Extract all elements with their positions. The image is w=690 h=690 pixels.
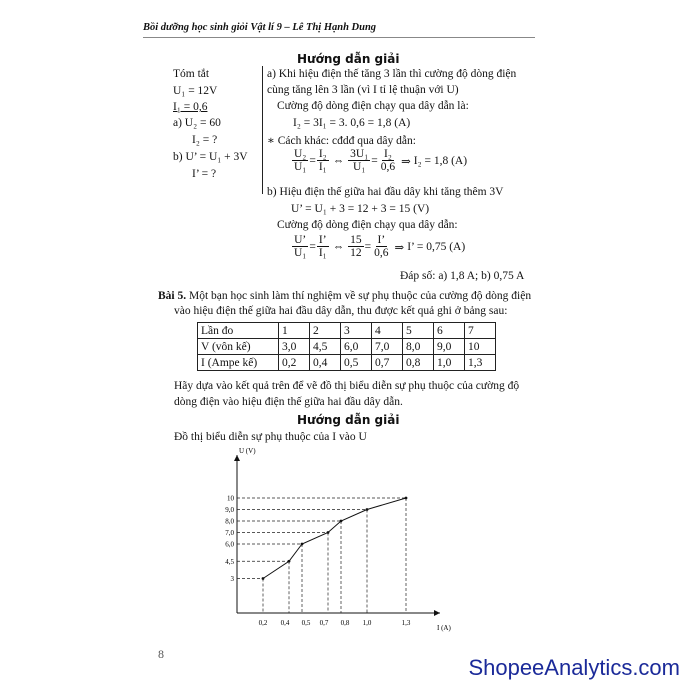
- y-axis-arrow: [234, 455, 240, 461]
- x-axis-arrow: [434, 610, 440, 616]
- y-tick-label: 10: [227, 494, 234, 503]
- table-cell: 1: [279, 323, 310, 339]
- iff-sign: ⇔: [332, 240, 345, 253]
- table-cell: 10: [465, 339, 496, 355]
- solution-a-line4: I₂ = 3I₁ = 3. 0,6 = 1,8 (A): [293, 117, 411, 129]
- summary-b-u: b) U’ = U₁ + 3V: [173, 151, 248, 163]
- table-cell: 4,5: [310, 339, 341, 355]
- denominator: 0,6: [380, 161, 396, 173]
- equals-sign: =: [371, 154, 378, 167]
- equals-sign: =: [309, 154, 316, 167]
- denominator: 12: [350, 247, 362, 259]
- y-tick-label: 7,0: [225, 529, 234, 537]
- denominator: U₁: [294, 161, 307, 173]
- table-cell: 8,0: [403, 339, 434, 355]
- x-tick-label: 1,0: [362, 619, 372, 627]
- table-cell: 1,3: [465, 355, 496, 371]
- numerator: 15: [350, 234, 362, 246]
- data-point: [405, 497, 408, 500]
- numerator: I’: [377, 234, 386, 246]
- summary-b-i: I’ = ?: [192, 168, 217, 180]
- answer-line: Đáp số: a) 1,8 A; b) 0,75 A: [400, 270, 525, 282]
- table-cell: 6,0: [341, 339, 372, 355]
- summary-a-u2: a) U₂ = 60: [173, 117, 221, 129]
- x-tick-label: 0,7: [319, 619, 329, 627]
- x-tick-label: 0,2: [258, 619, 268, 627]
- x-tick-label: 0,4: [280, 619, 290, 627]
- numerator: I’: [318, 234, 327, 246]
- problem-label: Bài 5.: [158, 290, 187, 302]
- table-cell: I (Ampe kế): [198, 355, 279, 371]
- equals-sign: =: [309, 240, 316, 253]
- y-tick-label: 8,0: [225, 517, 234, 526]
- data-point: [301, 543, 304, 546]
- denominator: I₁: [318, 161, 327, 173]
- table-cell: 3: [341, 323, 372, 339]
- x-tick-label: 0,5: [301, 619, 311, 627]
- iff-sign: ⇔: [332, 154, 345, 167]
- numerator: I₂: [384, 148, 392, 160]
- denominator: I₁: [318, 247, 327, 259]
- question-line1: Hãy dựa vào kết quả trên để vẽ đồ thị biểu diễn sự phụ thuộc của cường độ: [174, 380, 520, 392]
- solution-a-alt: ∗ Cách khác: cđdđ qua dây dẫn:: [267, 135, 416, 147]
- summary-u1: U₁ = 12V: [173, 85, 218, 97]
- solution-a-line2: cùng tăng lên 3 lần (vì I tỉ lệ thuận với U): [267, 84, 459, 96]
- graph-caption: Đồ thị biểu diễn sự phụ thuộc của I vào U: [174, 431, 367, 443]
- table-cell: 7: [465, 323, 496, 339]
- solution-b-line2: U’ = U₁ + 3 = 12 + 3 = 15 (V): [291, 203, 430, 215]
- table-cell: 9,0: [434, 339, 465, 355]
- b-result: I’ = 0,75 (A): [407, 240, 466, 253]
- watermark: ShopeeAnalytics.com: [468, 655, 680, 680]
- numerator: I₂: [318, 148, 327, 160]
- table-cell: 0,2: [279, 355, 310, 371]
- x-tick-label: 1,3: [401, 619, 411, 627]
- implies-sign: ⇒: [401, 155, 411, 168]
- y-axis-label: U (V): [239, 447, 256, 455]
- table-cell: V (vôn kế): [198, 339, 279, 355]
- solution-b-line3: Cường độ dòng điện chạy qua dây dẫn:: [277, 219, 458, 231]
- solution-a-line1: a) Khi hiệu điện thế tăng 3 lần thì cường độ dòng điện: [267, 68, 517, 80]
- table-cell: 0,4: [310, 355, 341, 371]
- question-line2: dòng điện vào hiệu điện thế giữa hai đầu dây dẫn.: [174, 396, 403, 408]
- y-tick-label: 3: [230, 575, 234, 583]
- table-cell: 2: [310, 323, 341, 339]
- data-point: [288, 560, 291, 563]
- numerator: U’: [294, 234, 307, 246]
- x-axis-label: I (A): [437, 624, 451, 632]
- numerator: U₂: [294, 148, 307, 160]
- table-cell: 3,0: [279, 339, 310, 355]
- summary-title: Tóm tắt: [173, 68, 210, 80]
- implies-sign: ⇒: [394, 241, 405, 254]
- equals-sign: =: [364, 240, 372, 253]
- solution-a-line3: Cường độ dòng điện chạy qua dây dẫn là:: [277, 100, 469, 112]
- guide2-title: Hướng dẫn giải: [297, 413, 400, 427]
- table-cell: 6: [434, 323, 465, 339]
- denominator: 0,6: [374, 247, 389, 259]
- numerator: 3U₁: [350, 148, 369, 160]
- table-cell: 7,0: [372, 339, 403, 355]
- y-tick-label: 6,0: [225, 540, 234, 549]
- table-cell: 4: [372, 323, 403, 339]
- summary-a-i2: I₂ = ?: [192, 134, 218, 146]
- table-cell: 1,0: [434, 355, 465, 371]
- table-cell: 0,5: [341, 355, 372, 371]
- solution-b-line1: b) Hiệu điện thế giữa hai đầu dây khi tăng thêm 3V: [267, 186, 504, 198]
- summary-i1: I₁ = 0,6: [173, 101, 208, 113]
- page-header: Bồi dưỡng học sinh giỏi Vật lí 9 – Lê Thị Hạnh Dung: [143, 22, 377, 33]
- data-line: [263, 498, 406, 579]
- table-cell: 5: [403, 323, 434, 339]
- page-number: 8: [158, 647, 164, 661]
- denominator: U₁: [294, 247, 307, 259]
- data-point: [340, 520, 343, 523]
- y-tick-label: 4,5: [225, 557, 234, 566]
- a-result: I₂ = 1,8 (A): [413, 154, 468, 167]
- data-point: [262, 577, 265, 580]
- denominator: U₁: [353, 161, 366, 173]
- table-cell: Lần đo: [198, 323, 279, 339]
- y-tick-label: 9,0: [225, 506, 234, 514]
- x-tick-label: 0,8: [340, 619, 350, 627]
- guide-title: Hướng dẫn giải: [297, 52, 400, 66]
- problem-line2: vào hiệu điện thế giữa hai đầu dây dẫn, thu được kết quả ghi ở bảng sau:: [174, 305, 508, 317]
- table-cell: 0,7: [372, 355, 403, 371]
- problem-text: Một bạn học sinh làm thí nghiệm về sự phụ thuộc của cường độ dòng điện: [186, 290, 532, 302]
- data-point: [327, 531, 330, 534]
- table-cell: 0,8: [403, 355, 434, 371]
- data-point: [366, 508, 369, 511]
